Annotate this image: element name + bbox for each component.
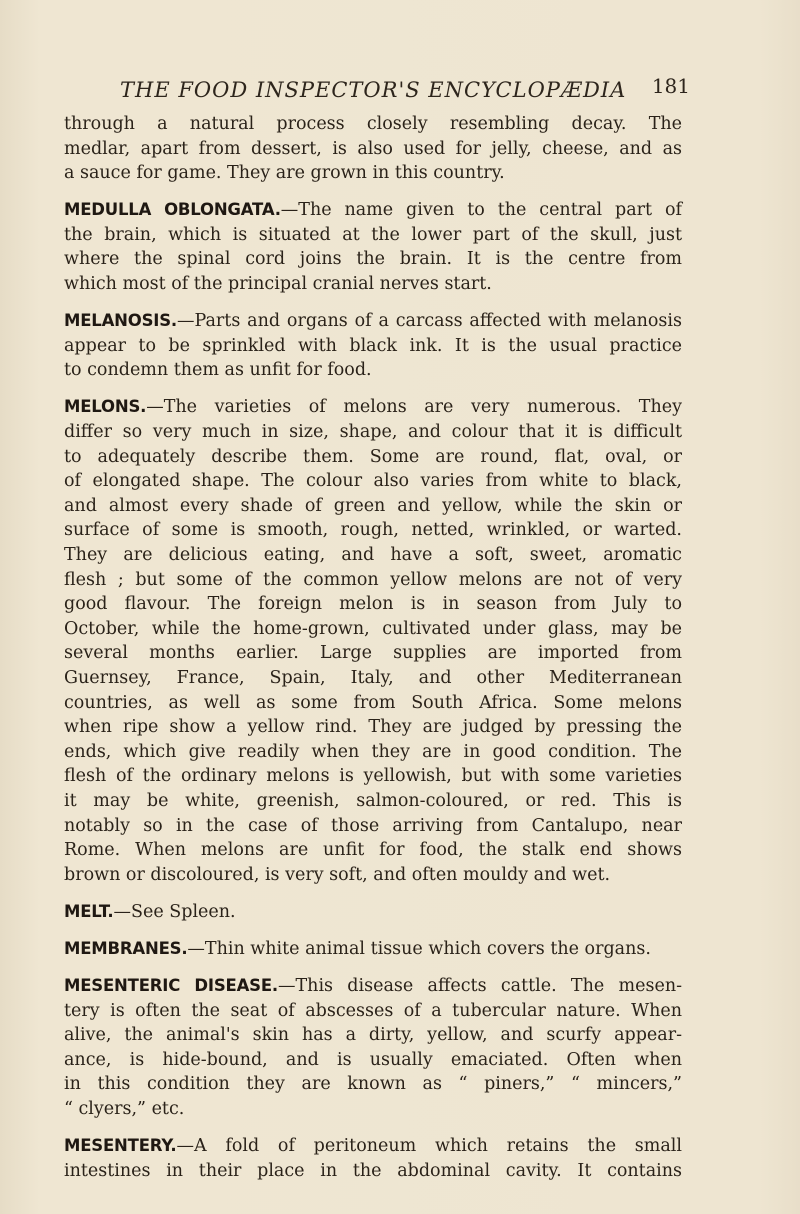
entry-melt bbox=[64, 900, 682, 925]
text-line: tery is often the seat of abscesses of a tubercular nature. When bbox=[64, 1000, 682, 1021]
text-line: differ so very much in size, shape, and colour that it is difficult bbox=[64, 422, 682, 443]
continued-paragraph bbox=[64, 112, 682, 186]
text-line: “ clyers,” etc. bbox=[64, 1098, 185, 1119]
entry-heading: MESENTERY. bbox=[64, 1136, 177, 1156]
text-line: intestines in their place in the abdominal cavity. It contains bbox=[64, 1160, 682, 1181]
entry-heading: MELT. bbox=[64, 901, 114, 921]
text-line: brown or discoloured, is very soft, and often mouldy and wet. bbox=[64, 864, 611, 885]
running-title: THE FOOD INSPECTOR'S ENCYCLOPÆDIA bbox=[120, 78, 627, 102]
text-line: in this condition they are known as “ piners,” “ mincers,” bbox=[64, 1074, 682, 1095]
text-line: a sauce for game. They are grown in this country. bbox=[64, 163, 505, 184]
text-line: which most of the principal cranial nerves start. bbox=[64, 274, 492, 295]
entry-heading: MEDULLA OBLONGATA. bbox=[64, 200, 281, 220]
text-line: it may be white, greenish, salmon-coloured, or red. This is bbox=[64, 790, 682, 811]
entry-heading: MESENTERIC DISEASE. bbox=[64, 976, 278, 995]
entry-melons bbox=[64, 395, 682, 887]
text-line: flesh of the ordinary melons is yellowish, but with some varieties bbox=[64, 766, 682, 787]
entry-heading: MELONS. bbox=[64, 397, 147, 417]
text-line: appear to be sprinkled with black ink. It is the usual practice bbox=[64, 335, 682, 356]
entry-medulla-oblongata bbox=[64, 198, 682, 296]
page-body bbox=[64, 112, 682, 1196]
text-line: —This disease affects cattle. The mesen- bbox=[278, 976, 682, 996]
entry-melanosis bbox=[64, 309, 682, 383]
entry-mesenteric-disease bbox=[64, 974, 682, 1122]
text-line: countries, as well as some from South Africa. Some melons bbox=[64, 692, 682, 713]
page-header bbox=[120, 74, 690, 104]
page-number: 181 bbox=[651, 74, 690, 98]
text-line: to adequately describe them. Some are round, flat, oval, or bbox=[64, 446, 682, 467]
entry-mesentery bbox=[64, 1134, 682, 1183]
text-line: —The varieties of melons are very numerous. They bbox=[146, 397, 682, 418]
text-line: Rome. When melons are unfit for food, the stalk end shows bbox=[64, 840, 682, 861]
text-line: where the spinal cord joins the brain. It is the centre from bbox=[64, 249, 682, 270]
entry-heading: MELANOSIS. bbox=[64, 311, 177, 331]
text-line: alive, the animal's skin has a dirty, yellow, and scurfy appear- bbox=[64, 1025, 682, 1046]
text-line: —The name given to the central part of bbox=[280, 200, 682, 221]
text-line: several months earlier. Large supplies are imported from bbox=[64, 643, 682, 664]
text-line: —See Spleen. bbox=[113, 901, 236, 922]
entry-membranes bbox=[64, 937, 682, 962]
text-line: of elongated shape. The colour also varies from white to black, bbox=[64, 471, 682, 492]
text-line: surface of some is smooth, rough, netted, wrinkled, or warted. bbox=[64, 520, 682, 541]
text-line: They are delicious eating, and have a soft, sweet, aromatic bbox=[64, 545, 682, 565]
text-line: ends, which give readily when they are in good condition. The bbox=[64, 741, 682, 762]
text-line: to condemn them as unfit for food. bbox=[64, 360, 372, 381]
text-line: Guernsey, France, Spain, Italy, and other Mediterranean bbox=[64, 667, 682, 688]
entry-heading: MEMBRANES. bbox=[64, 938, 188, 958]
text-line: —A fold of peritoneum which retains the small bbox=[176, 1136, 682, 1157]
text-line: —Parts and organs of a carcass affected with melanosis bbox=[177, 311, 682, 332]
text-line: October, while the home-grown, cultivated under glass, may be bbox=[64, 618, 682, 639]
text-line: when ripe show a yellow rind. They are judged by pressing the bbox=[64, 717, 682, 738]
text-line: and almost every shade of green and yellow, while the skin or bbox=[64, 495, 682, 516]
text-line: the brain, which is situated at the lower part of the skull, just bbox=[64, 224, 682, 245]
text-line: —Thin white animal tissue which covers the organs. bbox=[187, 938, 651, 959]
text-line: notably so in the case of those arriving from Cantalupo, near bbox=[64, 815, 682, 836]
text-line: medlar, apart from dessert, is also used for jelly, cheese, and as bbox=[64, 138, 682, 159]
text-line: ance, is hide-bound, and is usually emaciated. Often when bbox=[64, 1049, 682, 1070]
text-line: flesh ; but some of the common yellow melons are not of very bbox=[64, 569, 682, 590]
text-line: good flavour. The foreign melon is in season from July to bbox=[64, 594, 682, 615]
text-line: through a natural process closely resembling decay. The bbox=[64, 114, 682, 134]
